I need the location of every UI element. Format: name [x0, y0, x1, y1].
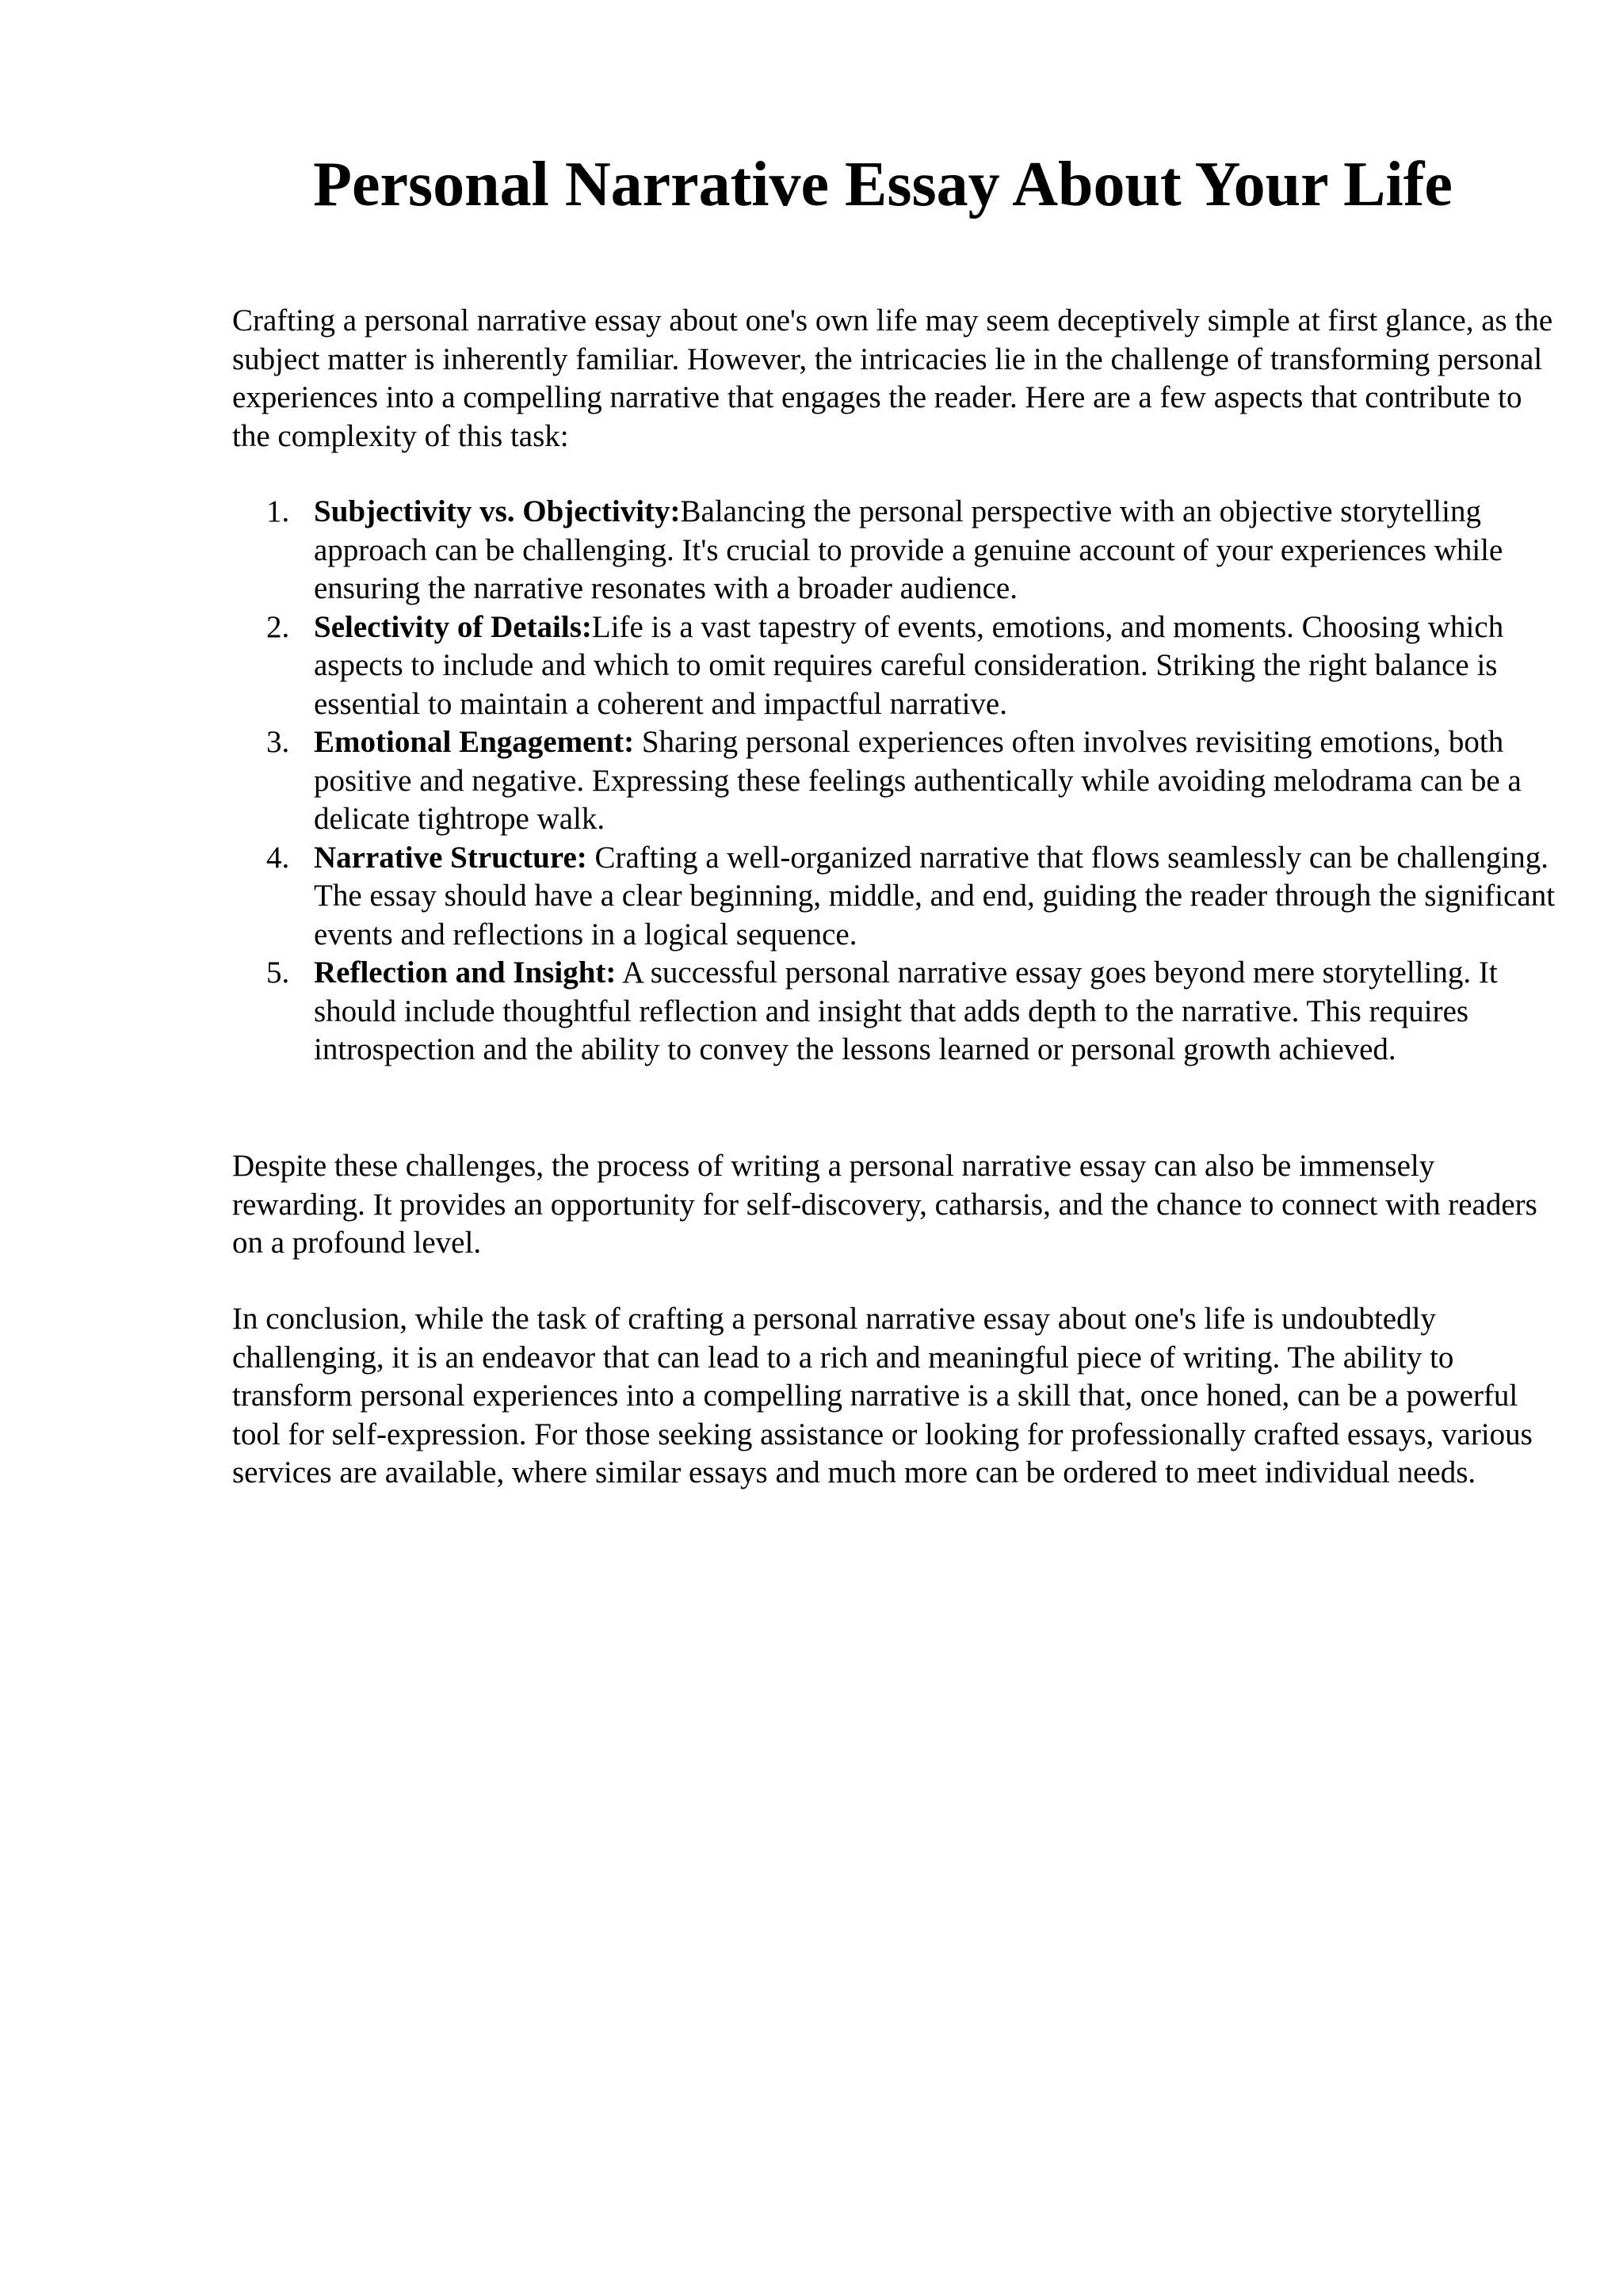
intro-paragraph: Crafting a personal narrative essay about one's own life may seem deceptively simple at first glance, as the subject matter is inherently familiar. However, the intricacies lie in the challenge of transforming personal experiences into a compelling narrative that engages the reader. Here are a few aspects that contribute to the complexity of this task: [232, 303, 1553, 453]
conclusion-paragraph: In conclusion, while the task of crafting a personal narrative essay about one's life is undoubtedly challenging, it is an endeavor that can lead to a rich and meaningful piece of writing. The ability to transform personal experiences into a compelling narrative is a skill that, once honed, can be a powerful tool for self-expression. For those seeking assistance or looking for professionally crafted essays, various services are available, where similar essays and much more can be ordered to meet individual needs. [232, 1302, 1533, 1489]
list-item [232, 839, 1564, 955]
list-item-heading: Narrative Structure: [314, 840, 587, 875]
list-item [232, 723, 1564, 839]
list-item-text: Sharing personal experiences often involves revisiting emotions, both positive and negative. Expressing these feelings authentically while avoiding melodrama can be a delicate tightrope walk. [314, 725, 1522, 836]
body-paragraph-2: Despite these challenges, the process of writing a personal narrative essay can also be immensely rewarding. It provides an opportunity for self-discovery, catharsis, and the chance to connect with readers on a profound level. [232, 1149, 1537, 1260]
list-item-number: 3. [266, 725, 290, 759]
aspects-list [232, 493, 1564, 1070]
list-item-text: Life is a vast tapestry of events, emotions, and moments. Choosing which aspects to include and which to omit requires careful consideration. Striking the right balance is essential to maintain a coherent and impactful narrative. [314, 609, 1504, 721]
list-item-number: 2. [266, 609, 290, 644]
list-item-text: Balancing the personal perspective with an objective storytelling approach can be challenging. It's crucial to provide a genuine account of your experiences while ensuring the narrative resonates with a broader audience. [314, 494, 1503, 605]
list-item [232, 608, 1564, 724]
list-item-heading: Subjectivity vs. Objectivity: [314, 494, 681, 528]
document-title: Personal Narrative Essay About Your Life [313, 150, 1453, 219]
list-item-text: Crafting a well-organized narrative that flows seamlessly can be challenging. The essay should have a clear beginning, middle, and end, guiding the reader through the significant events and reflections in a logical sequence. [314, 840, 1556, 952]
list-item-number: 5. [266, 955, 290, 990]
list-item-heading: Selectivity of Details: [314, 609, 592, 644]
list-item-text: A successful personal narrative essay goes beyond mere storytelling. It should include thoughtful reflection and insight that adds depth to the narrative. This requires introspection and the ability to convey the lessons learned or personal growth achieved. [314, 955, 1498, 1066]
list-item [232, 493, 1564, 608]
list-item-number: 1. [266, 494, 290, 528]
list-item-heading: Emotional Engagement: [314, 725, 635, 759]
list-item-heading: Reflection and Insight: [314, 955, 617, 990]
list-item-number: 4. [266, 840, 290, 875]
list-item [232, 954, 1564, 1070]
